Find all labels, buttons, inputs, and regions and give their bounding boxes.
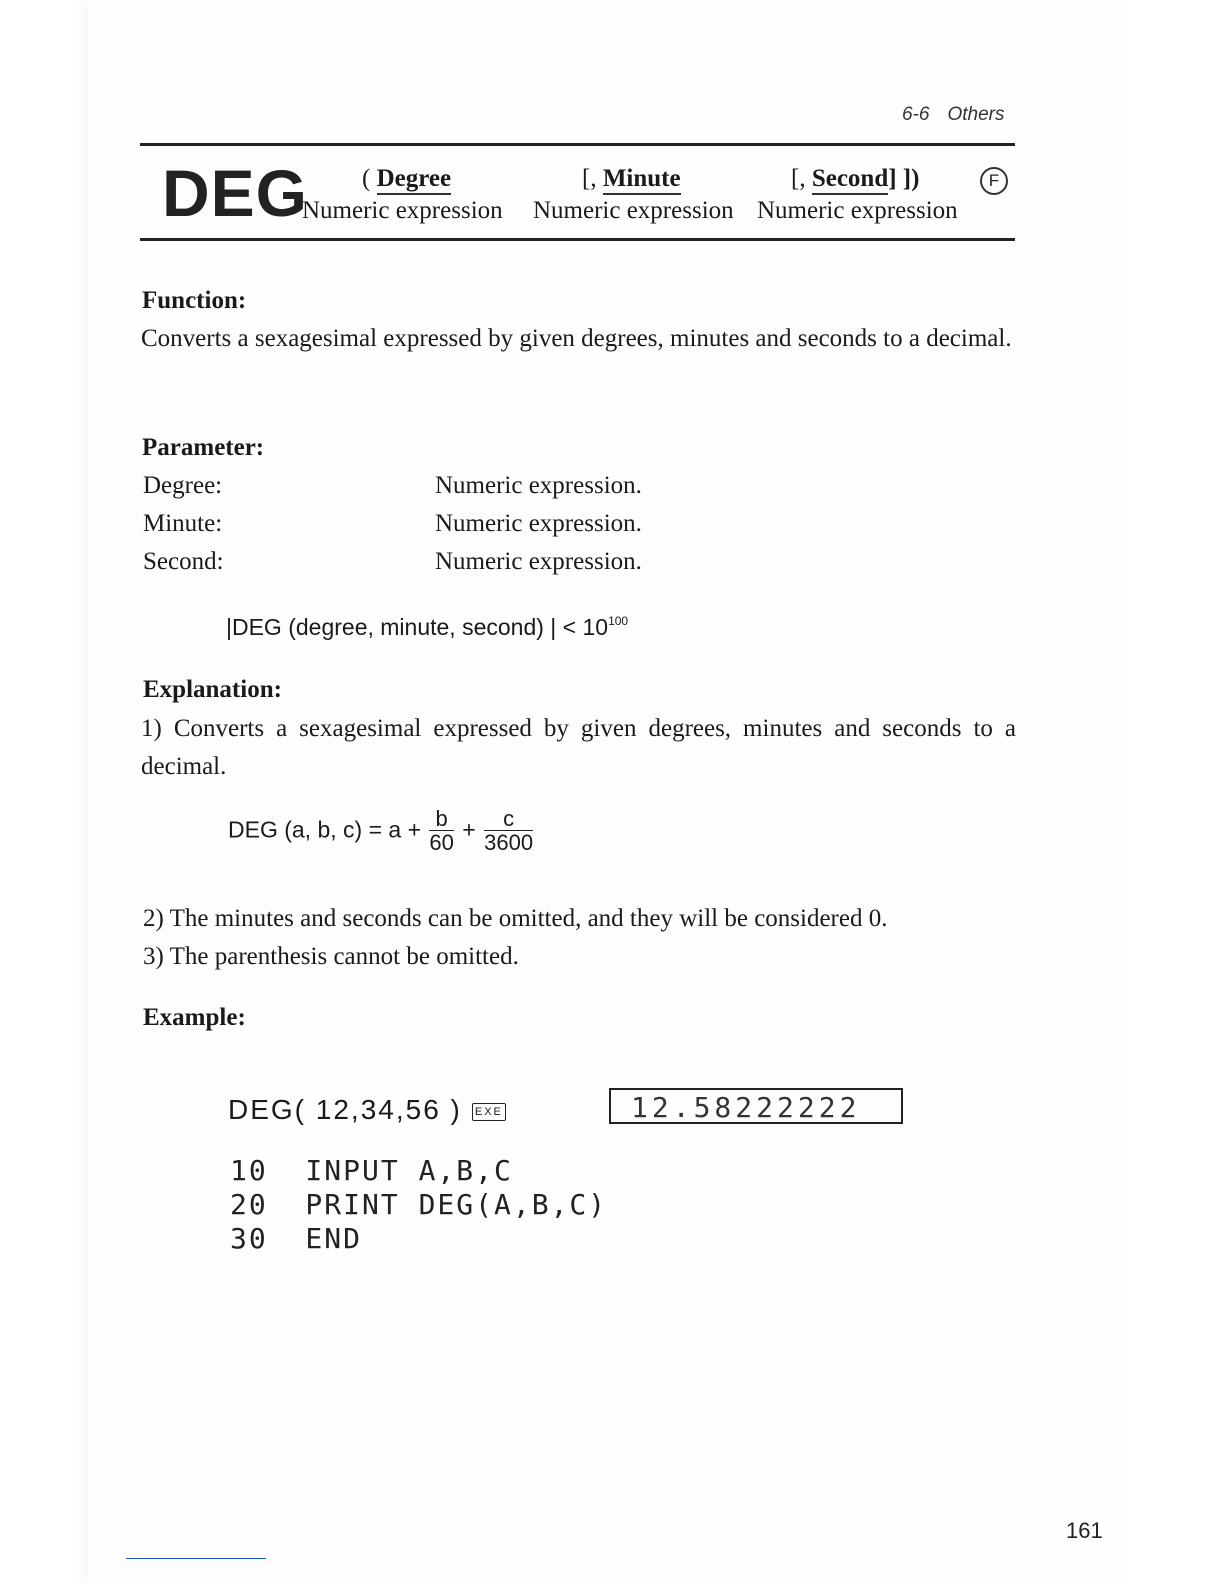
explanation-item-1: 1) Converts a sexagesimal expressed by given degrees, minutes and seconds to a decimal.	[141, 715, 1016, 780]
param-value-second: Numeric expression.	[435, 548, 642, 575]
program-line-20: 20 PRINT DEG(A,B,C)	[230, 1188, 608, 1221]
param-label-second: Second:	[143, 548, 224, 575]
example-heading: Example:	[143, 1004, 246, 1031]
syntax-type-minute: Numeric expression	[533, 197, 734, 224]
syntax-top-rule	[140, 143, 1015, 146]
arg-name: Degree	[377, 165, 452, 195]
param-label-degree: Degree:	[143, 472, 223, 499]
program-line-30: 30 END	[230, 1222, 363, 1255]
syntax-type-degree: Numeric expression	[302, 197, 503, 224]
section-number: 6-6	[902, 104, 930, 125]
syntax-arg-minute	[582, 164, 681, 194]
param-value-degree: Numeric expression.	[435, 472, 642, 499]
formula-plus: +	[462, 816, 476, 843]
exe-key-icon: EXE	[472, 1103, 506, 1121]
example-input	[228, 1094, 506, 1126]
parameter-heading: Parameter:	[142, 434, 265, 461]
range-expression: |DEG (degree, minute, second) | < 10	[226, 614, 609, 640]
explanation-item-2: 2) The minutes and seconds can be omitted, and they will be considered 0.	[143, 905, 888, 932]
fraction-c-over-3600	[484, 808, 533, 855]
fraction-denominator: 3600	[484, 830, 534, 855]
formula	[228, 808, 535, 855]
syntax-arg-degree	[362, 164, 451, 194]
parameter-range	[226, 614, 628, 641]
function-badge-icon: F	[980, 167, 1008, 195]
command-name: DEG	[162, 156, 309, 230]
running-header	[902, 104, 1005, 126]
syntax-bottom-rule	[140, 238, 1015, 241]
explanation-item-3: 3) The parenthesis cannot be omitted.	[143, 943, 519, 970]
lcd-display: 12.58222222	[609, 1088, 903, 1124]
fraction-numerator: c	[484, 808, 533, 831]
param-label-minute: Minute:	[143, 510, 223, 537]
bracket-close: ] ])	[888, 165, 920, 192]
param-value-minute: Numeric expression.	[435, 510, 642, 537]
fraction-denominator: 60	[429, 830, 454, 855]
formula-lhs: DEG (a, b, c) = a +	[228, 816, 422, 843]
syntax-type-second: Numeric expression	[757, 197, 958, 224]
arg-name: Minute	[603, 165, 681, 195]
page-number: 161	[1066, 1518, 1103, 1543]
fraction-numerator: b	[429, 808, 453, 831]
range-exponent: 100	[608, 614, 629, 628]
bracket: (	[362, 165, 377, 192]
explanation-heading: Explanation:	[143, 676, 282, 703]
syntax-arg-second	[791, 164, 919, 194]
arg-name: Second	[812, 165, 888, 195]
program-line-10: 10 INPUT A,B,C	[230, 1154, 513, 1187]
footer-line	[126, 1558, 266, 1559]
bracket: [,	[791, 165, 812, 192]
bracket: [,	[582, 165, 603, 192]
section-title: Others	[947, 104, 1005, 125]
function-heading: Function:	[142, 287, 247, 314]
fraction-b-over-60	[429, 808, 453, 855]
example-input-text: DEG( 12,34,56 )	[228, 1094, 462, 1125]
function-text: Converts a sexagesimal expressed by given degrees, minutes and seconds to a decimal.	[141, 325, 1012, 352]
